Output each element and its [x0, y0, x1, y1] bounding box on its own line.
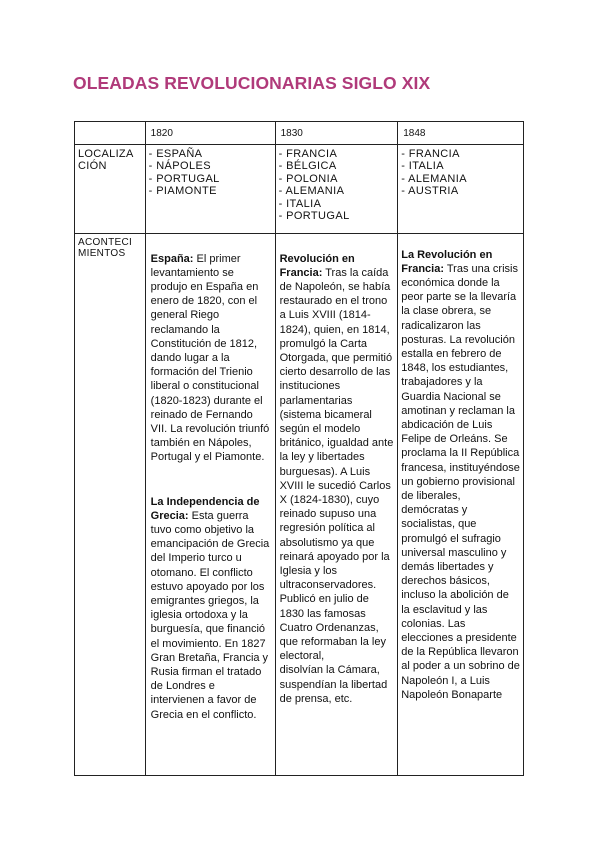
list-item: - ITALIA — [278, 197, 322, 210]
acontecimientos-1820 — [145, 233, 275, 775]
list-item: - FRANCIA — [401, 147, 460, 160]
acontecimientos-1848 — [398, 233, 524, 775]
acontecimientos-1830 — [275, 233, 398, 775]
header-cell-1830: 1830 — [275, 122, 398, 145]
event-title: La Revolución en Francia: — [401, 248, 493, 275]
row-label-localizacion: LOCALIZA CIÓN — [75, 144, 146, 233]
event-title: España: — [150, 252, 194, 265]
list-item: - ALEMANIA — [401, 172, 467, 185]
list-item: - BÉLGICA — [278, 160, 337, 172]
event-text: Esta guerra tuvo como objetivo la emancipación de Grecia del Imperio turco u otomano. El conflicto estuvo apoyado por los emigrantes griegos, la iglesia ortodoxa y la burguesía, que financió el movimiento. En 1827 Gran Bretaña, Francia y Rusia firman el tratado de Londres e intervienen a favor de Grecia en el conflicto. — [150, 509, 270, 721]
event-text-cont: regresión política al absolutismo ya que reinará apoyado por la Iglesia y los ultraconservadores. Publicó en julio de 1830 las famosas Cuatro Ordenanzas, que reformaban la ley electoral, — [279, 522, 390, 663]
table-header-row — [75, 122, 524, 145]
event-paragraph-francia-1848 — [401, 248, 520, 703]
list-item: - PORTUGAL — [278, 210, 350, 222]
table-row-localizacion — [75, 144, 524, 233]
list-item: - FRANCIA — [278, 147, 338, 160]
event-title: Revolución en Francia: — [279, 252, 355, 279]
header-cell-1848: 1848 — [398, 122, 524, 145]
event-title: La Independencia de Grecia: — [150, 495, 260, 522]
list-item: - AUSTRIA — [401, 185, 459, 197]
localizacion-1830 — [275, 144, 398, 233]
header-cell-empty — [75, 122, 146, 145]
list-item: - NÁPOLES — [148, 160, 211, 172]
event-text: El primer levantamiento se produjo en España en enero de 1820, con el general Riego reclamando la Constitución de 1812, dando lugar a la formación del Trienio liberal o constitucional (1820-1823) durante el reinado de Fernando VII. La revolución triunfó también en Nápoles, — [150, 252, 270, 450]
event-text-cont: disolvían la Cámara, suspendían la libertad de prensa, etc. — [279, 664, 388, 705]
localizacion-1848 — [398, 144, 524, 233]
list-item: - PIAMONTE — [148, 185, 217, 197]
event-text: Tras una crisis económica donde la peor parte se la llevaría la clase obrera, se radicalizaron las posturas. La revolución estalla en febrero de 1848, los estudiantes, trabajadores y la Guardia Nacional se amotinan y reclaman la abdicación de Luis Felipe de Orleáns. Se proclama la II República francesa, instituyéndose un gobierno provisional de liberales, demócratas y socialistas, que promulgó el sufragio universal masculino y demás libertades y derechos básicos, incluso la abolición de la esclavitud y las colonias. Las elecciones a presidente de la República llevaron al poder a un sobrino de Napoleón I, a Luis Napoleón Bonaparte — [401, 262, 520, 701]
event-text-tail: Portugal y el Piamonte. — [150, 451, 265, 464]
list-item: - PORTUGAL — [148, 172, 220, 185]
list-item: - ALEMANIA — [278, 185, 345, 197]
revolutions-table — [74, 121, 524, 776]
localizacion-1820 — [145, 144, 275, 233]
event-text: Tras la caída de Napoleón, se había restaurado en el trono a Luis XVIII (1814-1824), quien, en 1814, promulgó la Carta Otorgada, que permitió cierto desarrollo de las instituciones parlamentarias (sistema bicameral según el modelo británico, igualdad ante la ley y libertades burguesas). A Luis XVIII le sucedió Carlos X (1824-1830), cuyo reinado supuso una — [279, 266, 394, 521]
list-item: - POLONIA — [278, 172, 338, 185]
event-paragraph-grecia — [151, 495, 272, 722]
event-paragraph-espana — [151, 252, 272, 451]
page-title: OLEADAS REVOLUCIONARIAS SIGLO XIX — [73, 73, 431, 93]
row-label-acontecimientos: ACONTECI MIENTOS — [75, 233, 146, 775]
event-paragraph-francia-1830 — [280, 252, 395, 522]
header-cell-1820: 1820 — [145, 122, 275, 145]
table-row-acontecimientos — [75, 233, 524, 775]
list-item: - ESPAÑA — [148, 147, 203, 160]
list-item: - ITALIA — [401, 160, 444, 172]
